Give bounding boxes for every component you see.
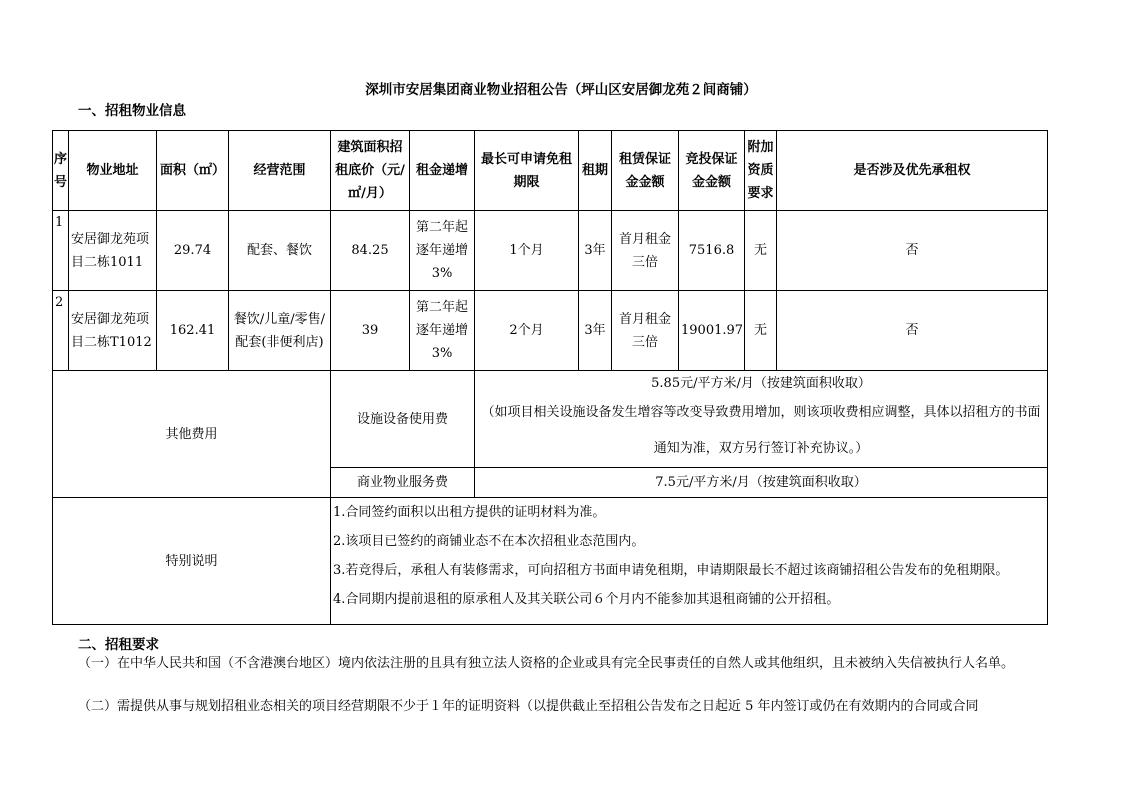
requirement-2: （二）需提供从事与规划招租业态相关的项目经营期限不少于１年的证明资料（以提供截止至招租公告发布之日起近 5 年内签订或仍在有效期内的合同或合同 (78, 699, 979, 714)
row-no: 2 (53, 291, 69, 371)
row-price: 84.25 (331, 211, 410, 291)
facility-fee-note: （如项目相关设施设备发生增容等改变导致费用增加，则该项收费相应调整，具体以招租方的书面通知为准，双方另行签订补充协议。） (481, 404, 1041, 456)
header-scope: 经营范围 (229, 131, 331, 211)
facility-fee-label: 设施设备使用费 (331, 371, 475, 468)
header-increase: 租金递增 (410, 131, 475, 211)
table-row (53, 291, 1048, 371)
row-area: 29.74 (157, 211, 229, 291)
document-title: 深圳市安居集团商业物业招租公告（坪山区安居御龙苑２间商铺） (365, 82, 757, 98)
header-deposit: 租赁保证金金额 (612, 131, 679, 211)
row-bid-deposit: 7516.8 (679, 211, 745, 291)
special-note-item: 2.该项目已签约的商铺业态不在本次招租业态范围内。 (333, 534, 645, 549)
row-increase: 第二年起逐年递增3% (410, 291, 475, 371)
requirement-1: （一）在中华人民共和国（不含港澳台地区）境内依法注册的且具有独立法人资格的企业或具有完全民事责任的自然人或其他组织，且未被纳入失信被执行人名单。 (78, 656, 1015, 671)
property-info-table (52, 130, 1048, 625)
header-bid-deposit: 竞投保证金金额 (679, 131, 745, 211)
table-header-row (53, 131, 1048, 211)
row-bid-deposit: 19001.97 (679, 291, 745, 371)
row-deposit: 首月租金三倍 (612, 211, 679, 291)
facility-fee-row (53, 371, 1048, 468)
facility-fee-value: 5.85元/平方米/月（按建筑面积收取） (651, 375, 871, 391)
other-fees-label: 其他费用 (53, 371, 331, 498)
row-increase: 第二年起逐年递增3% (410, 211, 475, 291)
header-term: 租期 (579, 131, 612, 211)
header-priority-lease: 是否涉及优先承租权 (777, 131, 1048, 211)
header-address: 物业地址 (69, 131, 157, 211)
row-scope: 配套、餐饮 (229, 211, 331, 291)
row-free-rent: 2个月 (475, 291, 579, 371)
row-free-rent: 1个月 (475, 211, 579, 291)
service-fee-value: 7.5元/平方米/月（按建筑面积收取） (475, 468, 1048, 498)
table-row (53, 211, 1048, 291)
row-scope: 餐饮/儿童/零售/配套(非便利店) (229, 291, 331, 371)
row-address: 安居御龙苑项目二栋T1012 (69, 291, 157, 371)
facility-fee-cell (475, 371, 1048, 468)
header-area: 面积（㎡） (157, 131, 229, 211)
service-fee-label: 商业物业服务费 (331, 468, 475, 498)
special-note-item: 3.若竞得后，承租人有装修需求，可向招租方书面申请免租期，申请期限最长不超过该商铺招租公告发布的免租期限。 (333, 563, 1009, 578)
special-note-item: 4.合同期内提前退租的原承租人及其关联公司６个月内不能参加其退租商铺的公开招租。 (333, 592, 840, 607)
header-no: 序号 (53, 131, 69, 211)
special-notes-cell (331, 498, 1048, 625)
row-no: 1 (53, 211, 69, 291)
row-price: 39 (331, 291, 410, 371)
special-notes-row (53, 498, 1048, 625)
special-note-item: 1.合同签约面积以出租方提供的证明材料为准。 (333, 505, 606, 520)
section-2-title: 二、招租要求 (78, 637, 159, 653)
row-area: 162.41 (157, 291, 229, 371)
section-1-title: 一、招租物业信息 (78, 103, 186, 119)
row-term: 3年 (579, 291, 612, 371)
special-notes-label: 特别说明 (53, 498, 331, 625)
row-extra: 无 (745, 211, 777, 291)
row-term: 3年 (579, 211, 612, 291)
row-deposit: 首月租金三倍 (612, 291, 679, 371)
header-extra-qualification: 附加资质要求 (745, 131, 777, 211)
row-priority: 否 (777, 211, 1048, 291)
row-priority: 否 (777, 291, 1048, 371)
row-address: 安居御龙苑项目二栋1011 (69, 211, 157, 291)
header-free-rent: 最长可申请免租期限 (475, 131, 579, 211)
header-price: 建筑面积招租底价（元/㎡/月） (331, 131, 410, 211)
row-extra: 无 (745, 291, 777, 371)
